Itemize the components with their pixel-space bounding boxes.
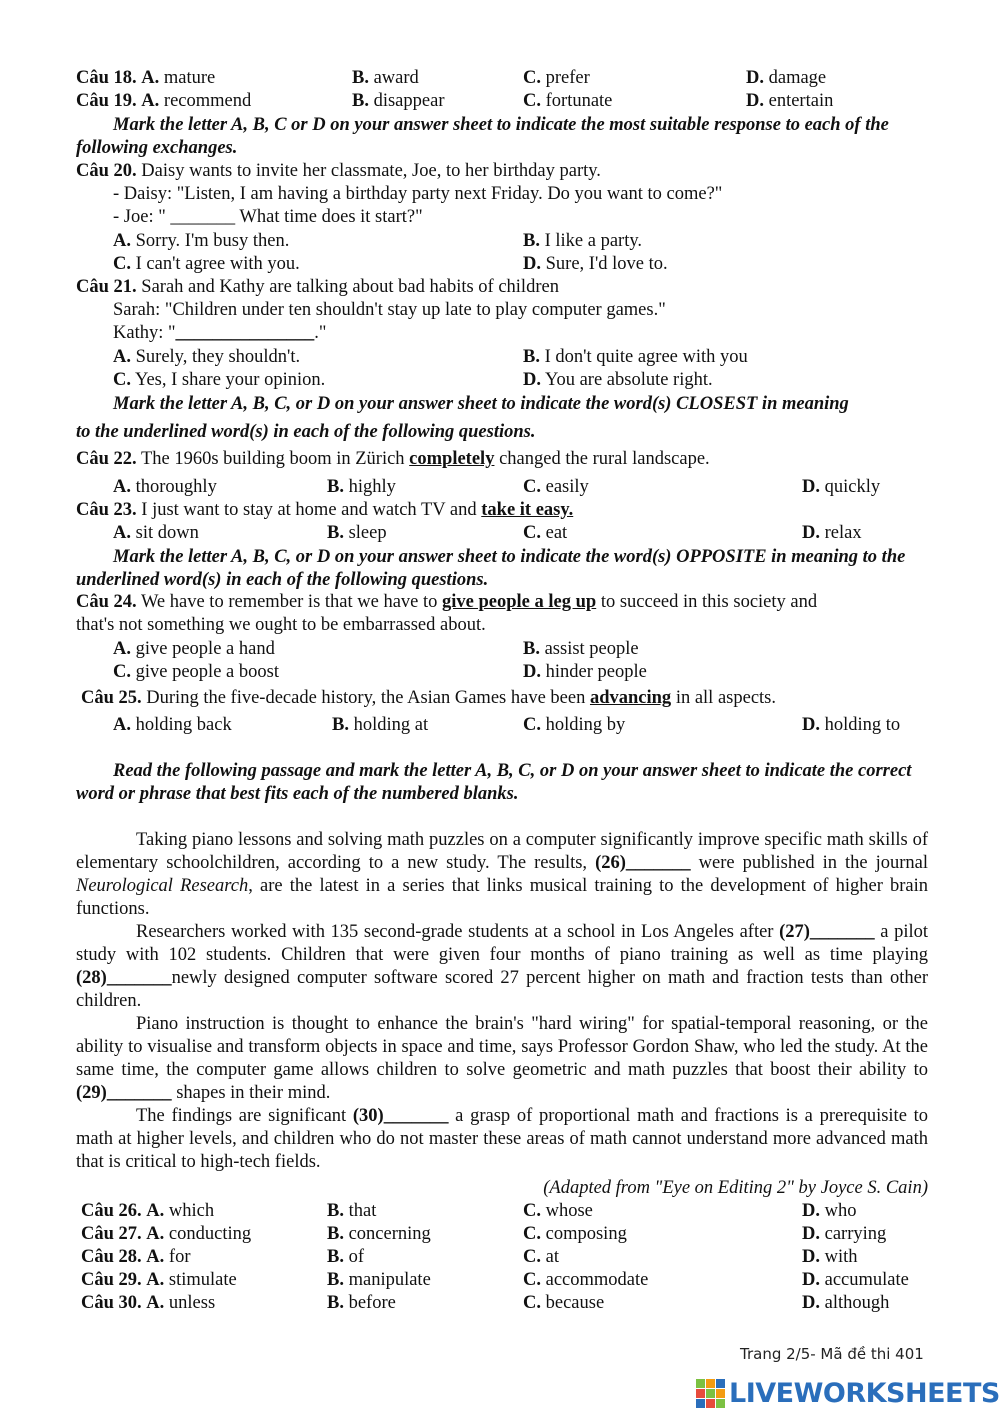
q23-option-b[interactable]: B. sleep [327, 523, 387, 543]
passage-source: (Adapted from "Eye on Editing 2" by Joyce S. Cain) [543, 1178, 928, 1198]
blank-26[interactable]: (26)_______ [595, 853, 691, 873]
question-18 [76, 67, 215, 90]
q28-option-c[interactable]: C. at [523, 1247, 559, 1267]
q20-dialogue-2: - Joe: " _______ What time does it start?" [113, 207, 423, 227]
q18-option-c[interactable]: C. prefer [523, 68, 590, 88]
reading-passage [76, 829, 928, 1174]
option-a[interactable]: for [164, 1247, 191, 1267]
q20-option-a[interactable]: A. Sorry. I'm busy then. [113, 231, 290, 251]
option-a[interactable]: mature [159, 68, 216, 88]
q20-dialogue-1: - Daisy: "Listen, I am having a birthday party next Friday. Do you want to come?" [113, 184, 723, 204]
option-a[interactable]: conducting [164, 1224, 252, 1244]
q29-option-c[interactable]: C. accommodate [523, 1270, 649, 1290]
blank-29[interactable]: (29)_______ [76, 1083, 172, 1103]
question-23: Câu 23. I just want to stay at home and watch TV and take it easy. [76, 500, 574, 520]
blank-28[interactable]: (28)_______ [76, 968, 172, 988]
q19-option-d[interactable]: D. entertain [746, 91, 834, 111]
q29-option-b[interactable]: B. manipulate [327, 1270, 431, 1290]
question-24: Câu 24. We have to remember is that we have to give people a leg up to succeed in this society and [76, 592, 818, 612]
q23-option-d[interactable]: D. relax [802, 523, 862, 543]
q19-option-c[interactable]: C. fortunate [523, 91, 613, 111]
q20-option-c[interactable]: C. I can't agree with you. [113, 254, 300, 274]
q26-option-d[interactable]: D. who [802, 1201, 857, 1221]
q21-dialogue-1: Sarah: "Children under ten shouldn't stay up late to play computer games." [113, 300, 666, 320]
underlined-word: completely [409, 449, 495, 469]
q22-option-b[interactable]: B. highly [327, 477, 396, 497]
q27-option-c[interactable]: C. composing [523, 1224, 627, 1244]
instruction-responses: Mark the letter A, B, C or D on your answer sheet to indicate the most suitable response to each of the following exchanges. [76, 115, 889, 158]
passage-paragraph-1: Taking piano lessons and solving math puzzles on a computer significantly improve specific math skills of elementary schoolchildren, according to a new study. The results, (26)_______ were published in the journal Neurological Research, are the latest in a series that links musical training to the development of higher brain functions. [76, 830, 929, 919]
passage-paragraph-3: Piano instruction is thought to enhance the brain's "hard wiring" for spatial-temporal reasoning, or the ability to visualise and transform objects in space and time, says Professor Gordon Shaw, who led the study. At the same time, the computer game allows children to solve geometric and math puzzles that boost their ability to (29)_______ shapes in their mind. [76, 1014, 928, 1103]
instruction-closest-2: to the underlined word(s) in each of the following questions. [76, 422, 536, 442]
question-label: Câu 18. [76, 68, 137, 88]
q22-option-c[interactable]: C. easily [523, 477, 589, 497]
question-19: Câu 19. A. recommend [76, 91, 252, 111]
question-28: Câu 28. A. for [81, 1247, 191, 1267]
question-22: Câu 22. The 1960s building boom in Zürich completely changed the rural landscape. [76, 449, 710, 469]
question-24-line-2: that's not something we ought to be embarrassed about. [76, 615, 486, 635]
page-footer: Trang 2/5- Mã đề thi 401 [740, 1345, 924, 1363]
q28-option-d[interactable]: D. with [802, 1247, 858, 1267]
q24-option-c[interactable]: C. give people a boost [113, 662, 279, 682]
q25-option-b[interactable]: B. holding at [332, 715, 429, 735]
question-26: Câu 26. A. which [81, 1201, 215, 1221]
option-a[interactable]: unless [164, 1293, 216, 1313]
q27-option-b[interactable]: B. concerning [327, 1224, 431, 1244]
question-30: Câu 30. A. unless [81, 1293, 216, 1313]
q22-option-d[interactable]: D. quickly [802, 477, 881, 497]
q21-option-a[interactable]: A. Surely, they shouldn't. [113, 347, 301, 367]
liveworksheets-logo[interactable] [696, 1378, 1000, 1408]
q25-option-c[interactable]: C. holding by [523, 715, 626, 735]
logo-text: LIVEWORKSHEETS [729, 1377, 1000, 1409]
q23-option-c[interactable]: C. eat [523, 523, 568, 543]
q28-option-b[interactable]: B. of [327, 1247, 365, 1267]
q20-option-b[interactable]: B. I like a party. [523, 231, 643, 251]
underlined-word: give people a leg up [442, 592, 597, 612]
question-label: Câu 19. [76, 91, 137, 111]
q27-option-d[interactable]: D. carrying [802, 1224, 887, 1244]
q21-option-d[interactable]: D. You are absolute right. [523, 370, 713, 390]
q18-option-b[interactable]: B. award [352, 68, 419, 88]
q19-option-b[interactable]: B. disappear [352, 91, 445, 111]
underlined-word: take it easy. [481, 500, 574, 520]
instruction-closest: Mark the letter A, B, C, or D on your answer sheet to indicate the word(s) CLOSEST in meaning [113, 394, 849, 414]
q29-option-d[interactable]: D. accumulate [802, 1270, 909, 1290]
q26-option-c[interactable]: C. whose [523, 1201, 593, 1221]
option-a[interactable]: which [164, 1201, 215, 1221]
underlined-word: advancing [589, 688, 672, 708]
option-a[interactable]: stimulate [164, 1270, 237, 1290]
question-21: Câu 21. Sarah and Kathy are talking about bad habits of children [76, 277, 559, 297]
option-a[interactable]: recommend [159, 91, 252, 111]
q21-option-c[interactable]: C. Yes, I share your opinion. [113, 370, 326, 390]
logo-grid-icon [696, 1379, 725, 1408]
q26-option-b[interactable]: B. that [327, 1201, 377, 1221]
blank-27[interactable]: (27)_______ [779, 922, 875, 942]
answer-blank[interactable]: _______________ [175, 323, 315, 343]
q25-option-a[interactable]: A. holding back [113, 715, 232, 735]
question-25: Câu 25. During the five-decade history, the Asian Games have been advancing in all aspects. [81, 688, 776, 708]
question-27: Câu 27. A. conducting [81, 1224, 252, 1244]
q21-dialogue-2: Kathy: "_______________." [113, 323, 327, 343]
option-letter: A. [141, 68, 160, 88]
q23-option-a[interactable]: A. sit down [113, 523, 199, 543]
q20-option-d[interactable]: D. Sure, I'd love to. [523, 254, 668, 274]
q24-option-b[interactable]: B. assist people [523, 639, 639, 659]
instruction-opposite: Mark the letter A, B, C, or D on your answer sheet to indicate the word(s) OPPOSITE in meaning to the underlined word(s) in each of the following questions. [76, 547, 906, 590]
q22-option-a[interactable]: A. thoroughly [113, 477, 217, 497]
passage-paragraph-2: Researchers worked with 135 second-grade students at a school in Los Angeles after (27)_______ a pilot study with 102 students. Children that were given four months of piano training as well as time playing (28)_______newly designed computer software scored 27 percent higher on math and fraction tests than other children. [76, 922, 928, 1011]
q30-option-d[interactable]: D. although [802, 1293, 890, 1313]
passage-paragraph-4: The findings are significant (30)_______ a grasp of proportional math and fractions is a prerequisite to math at higher levels, and children who do not master these areas of math cannot understand more advanced math that is critical to high-tech fields. [76, 1106, 929, 1172]
q25-option-d[interactable]: D. holding to [802, 715, 901, 735]
question-29: Câu 29. A. stimulate [81, 1270, 237, 1290]
q30-option-c[interactable]: C. because [523, 1293, 605, 1313]
q18-option-d[interactable]: D. damage [746, 68, 827, 88]
q24-option-d[interactable]: D. hinder people [523, 662, 647, 682]
blank-30[interactable]: (30)_______ [352, 1106, 449, 1126]
question-20: Câu 20. Daisy wants to invite her classmate, Joe, to her birthday party. [76, 161, 601, 181]
q24-option-a[interactable]: A. give people a hand [113, 639, 275, 659]
q21-option-b[interactable]: B. I don't quite agree with you [523, 347, 748, 367]
instruction-passage: Read the following passage and mark the letter A, B, C, or D on your answer sheet to indicate the correct word or phrase that best fits each of the numbered blanks. [76, 761, 912, 804]
q30-option-b[interactable]: B. before [327, 1293, 396, 1313]
